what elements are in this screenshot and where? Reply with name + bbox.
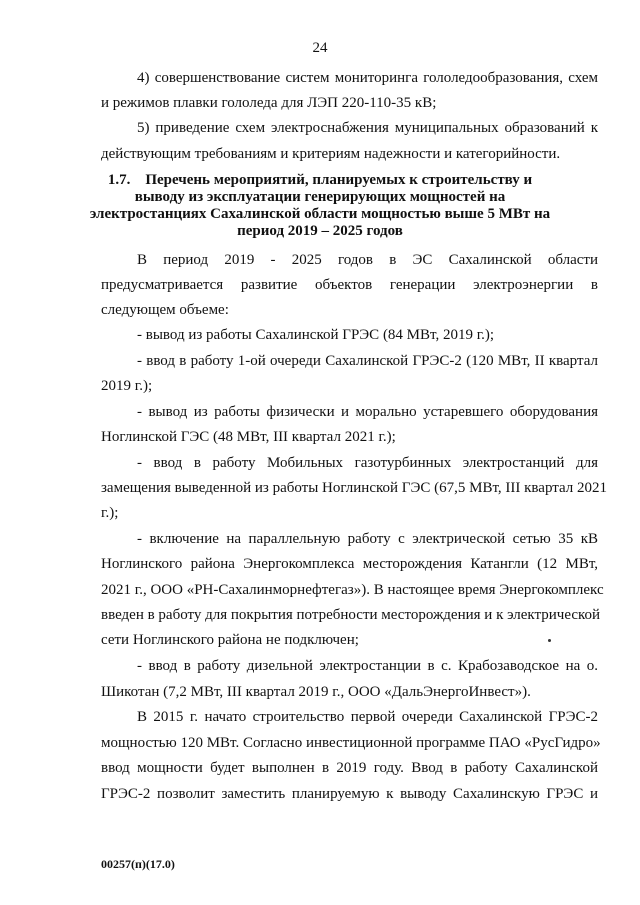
bullet-5-line-5: сети Ноглинского района не подключен;	[101, 632, 359, 648]
bullet-5-line-3: 2021 г., ООО «РН-Сахалинморнефтегаз»). В настоящее время Энергокомплекс	[101, 582, 604, 598]
paragraph-intro-line-3: следующем объеме:	[101, 302, 229, 318]
bullet-6-line-2: Шикотан (7,2 МВт, III квартал 2019 г., ООО «ДальЭнергоИнвест»).	[101, 684, 531, 700]
paragraph-2015-line-2: мощностью 120 МВт. Согласно инвестиционной программе ПАО «РусГидро»	[101, 735, 601, 751]
bullet-6-line-1: - ввод в работу дизельной электростанции в с. Крабозаводское на о.	[137, 658, 598, 674]
bullet-4-line-1: - ввод в работу Мобильных газотурбинных электростанций для	[137, 455, 598, 471]
document-code: 00257(п)(17.0)	[101, 857, 175, 871]
bullet-3-line-1: - вывод из работы физически и морально устаревшего оборудования	[137, 404, 598, 420]
paragraph-2015-line-1: В 2015 г. начато строительство первой очереди Сахалинской ГРЭС-2	[137, 709, 598, 725]
stray-dot-mark	[548, 639, 551, 642]
list-item-4-line-1: 4) совершенствование систем мониторинга гололедообразования, схем	[137, 70, 598, 86]
section-heading-line-4: период 2019 – 2025 годов	[237, 223, 403, 239]
bullet-5-line-1: - включение на параллельную работу с электрической сетью 35 кВ	[137, 531, 598, 547]
paragraph-2015-line-3: ввод мощности будет выполнен в 2019 году. Ввод в работу Сахалинской	[101, 760, 598, 776]
list-item-5-line-2: действующим требованиям и критериям надежности и категорийности.	[101, 146, 561, 162]
paragraph-intro-line-2: предусматривается развитие объектов генерации электроэнергии в	[101, 277, 598, 293]
bullet-1: - вывод из работы Сахалинской ГРЭС (84 МВт, 2019 г.);	[137, 327, 495, 343]
paragraph-intro-line-1: В период 2019 - 2025 годов в ЭС Сахалинской области	[137, 252, 598, 268]
bullet-2-line-1: - ввод в работу 1-ой очереди Сахалинской ГРЭС-2 (120 МВт, II квартал	[137, 353, 598, 369]
bullet-2-line-2: 2019 г.);	[101, 378, 153, 394]
bullet-5-line-2: Ноглинского района Энергокомплекса месторождения Катангли (12 МВт,	[101, 556, 598, 572]
bullet-4-line-3: г.);	[101, 505, 119, 521]
page-number: 24	[312, 40, 328, 56]
paragraph-2015-line-4: ГРЭС-2 позволит заместить планируемую к выводу Сахалинскую ГРЭС и	[101, 786, 598, 802]
section-heading-line-2: выводу из эксплуатации генерирующих мощностей на	[134, 189, 506, 205]
bullet-4-line-2: замещения выведенной из работы Ноглинской ГЭС (67,5 МВт, III квартал 2021	[101, 480, 608, 496]
section-heading-line-1: 1.7. Перечень мероприятий, планируемых к строительству и	[107, 172, 533, 188]
section-heading-line-3: электростанциях Сахалинской области мощностью выше 5 МВт на	[89, 206, 551, 222]
bullet-5-line-4: введен в работу для покрытия потребности месторождения и к электрической	[101, 607, 601, 623]
list-item-4-line-2: и режимов плавки гололеда для ЛЭП 220-110-35 кВ;	[101, 95, 437, 111]
bullet-3-line-2: Ноглинской ГЭС (48 МВт, III квартал 2021 г.);	[101, 429, 396, 445]
list-item-5-line-1: 5) приведение схем электроснабжения муниципальных образований к	[137, 120, 598, 136]
